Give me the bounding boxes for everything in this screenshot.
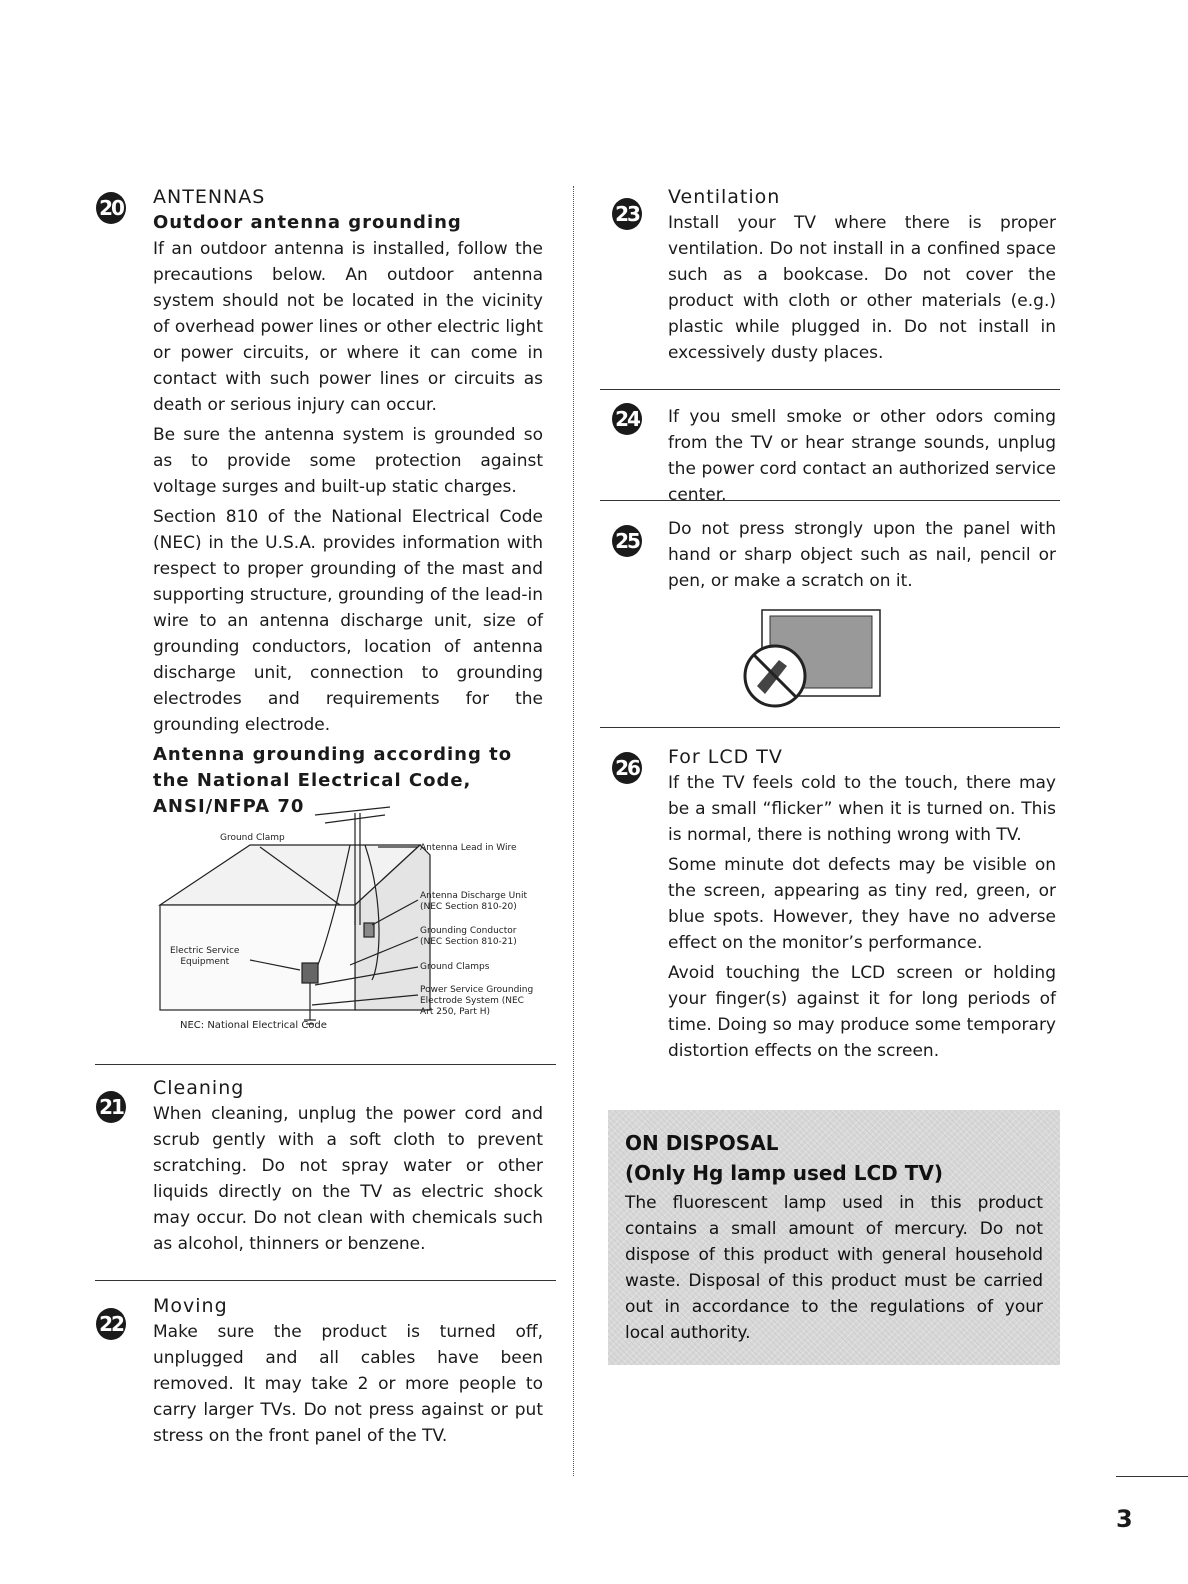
section-panel-pressure: [668, 516, 1056, 598]
no-press-tv-illustration: [735, 608, 885, 713]
section-title-ventilation: Ventilation: [668, 186, 781, 208]
section-title-cleaning: Cleaning: [153, 1077, 245, 1099]
divider: [95, 1280, 556, 1281]
label-power-service: Power Service Grounding Electrode System (NEC Art 250, Part H): [420, 985, 534, 1017]
label-grounding-conductor: Grounding Conductor (NEC Section 810-21): [420, 926, 517, 947]
section-smoke: [668, 404, 1056, 512]
label-nec-note: NEC: National Electrical Code: [180, 1020, 327, 1031]
section-number-21: 21: [96, 1091, 126, 1123]
divider: [600, 389, 1060, 390]
section-number-24: 24: [612, 403, 642, 435]
disposal-paragraph: The fluorescent lamp used in this product contains a small amount of mercury. Do not dispose of this product with general household waste. Disposal of this product must be carried out in accordance to the regulations of your local authority.: [625, 1193, 1043, 1343]
section-number-22: 22: [96, 1308, 126, 1340]
divider: [600, 727, 1060, 728]
section-ventilation: [668, 184, 1056, 370]
paragraph: Be sure the antenna system is grounded so as to provide some protection against voltage surges and built-up static charges.: [153, 425, 543, 497]
paragraph: Make sure the product is turned off, unplugged and all cables have been removed. It may take 2 or more people to carry larger TVs. Do not press against or put stress on the front panel of the TV.: [153, 1322, 543, 1446]
paragraph: If an outdoor antenna is installed, follow the precautions below. An outdoor antenna system should not be located in the vicinity of overhead power lines or other electric light or power circuits, or where it can come in contact with such power lines or circuits as death or serious injury can occur.: [153, 239, 543, 415]
disposal-notice-box: [608, 1110, 1060, 1365]
antenna-grounding-diagram: [150, 805, 550, 1045]
paragraph: Some minute dot defects may be visible on the screen, appearing as tiny red, green, or blue spots. However, they have no adverse effect on the monitor’s performance.: [668, 855, 1056, 953]
paragraph: Avoid touching the LCD screen or holding your finger(s) against it for long periods of time. Doing so may produce some temporary distortion effects on the screen.: [668, 963, 1056, 1061]
section-number-20: 20: [96, 192, 126, 224]
column-divider: [573, 186, 574, 1476]
section-lcd-tv: [668, 744, 1056, 1068]
label-electric-service: Electric Service Equipment: [170, 946, 240, 967]
section-antennas: [153, 184, 543, 820]
section-title-moving: Moving: [153, 1295, 228, 1317]
disposal-title: ON DISPOSAL: [625, 1131, 779, 1155]
divider: [600, 500, 1060, 501]
paragraph: Do not press strongly upon the panel with hand or sharp object such as nail, pencil or pen, or make a scratch on it.: [668, 519, 1056, 591]
disposal-subtitle: (Only Hg lamp used LCD TV): [625, 1161, 943, 1185]
paragraph: If the TV feels cold to the touch, there may be a small “flicker” when it is turned on. This is normal, there is nothing wrong with TV.: [668, 773, 1056, 845]
page-number-rule: [1116, 1476, 1188, 1477]
section-number-23: 23: [612, 198, 642, 230]
label-antenna-lead-in: Antenna Lead in Wire: [420, 843, 517, 853]
section-number-25: 25: [612, 525, 642, 557]
label-ground-clamp: Ground Clamp: [220, 833, 285, 843]
divider: [95, 1064, 556, 1065]
section-title-antennas: ANTENNAS: [153, 186, 266, 208]
paragraph: When cleaning, unplug the power cord and scrub gently with a soft cloth to prevent scratching. Do not spray water or other liquids directly on the TV as electric shock may occur. Do not clean with chemicals such as alcohol, thinners or benzene.: [153, 1104, 543, 1254]
subtitle-nec-grounding: Antenna grounding according to the National Electrical Code, ANSI/NFPA 70: [153, 744, 513, 817]
label-ground-clamps: Ground Clamps: [420, 962, 490, 972]
page-number: 3: [1116, 1505, 1133, 1533]
section-moving: [153, 1293, 543, 1453]
section-number-26: 26: [612, 752, 642, 784]
paragraph: Install your TV where there is proper ventilation. Do not install in a confined space such as a bookcase. Do not cover the product with cloth or other materials (e.g.) plastic while plugged in. Do not install in excessively dusty places.: [668, 213, 1056, 363]
label-discharge-unit: Antenna Discharge Unit (NEC Section 810-20): [420, 891, 527, 912]
paragraph: Section 810 of the National Electrical Code (NEC) in the U.S.A. provides information with respect to proper grounding of the mast and supporting structure, grounding of the lead-in wire to an antenna discharge unit, size of grounding conductors, location of antenna discharge unit, connection to grounding electrodes and requirements for the grounding electrode.: [153, 507, 543, 735]
subtitle-outdoor-grounding: Outdoor antenna grounding: [153, 212, 462, 233]
section-cleaning: [153, 1075, 543, 1261]
tv-prohibited-icon: [735, 608, 885, 713]
paragraph: If you smell smoke or other odors coming from the TV or hear strange sounds, unplug the power cord contact an authorized service center.: [668, 407, 1056, 505]
section-title-lcd-tv: For LCD TV: [668, 746, 783, 768]
